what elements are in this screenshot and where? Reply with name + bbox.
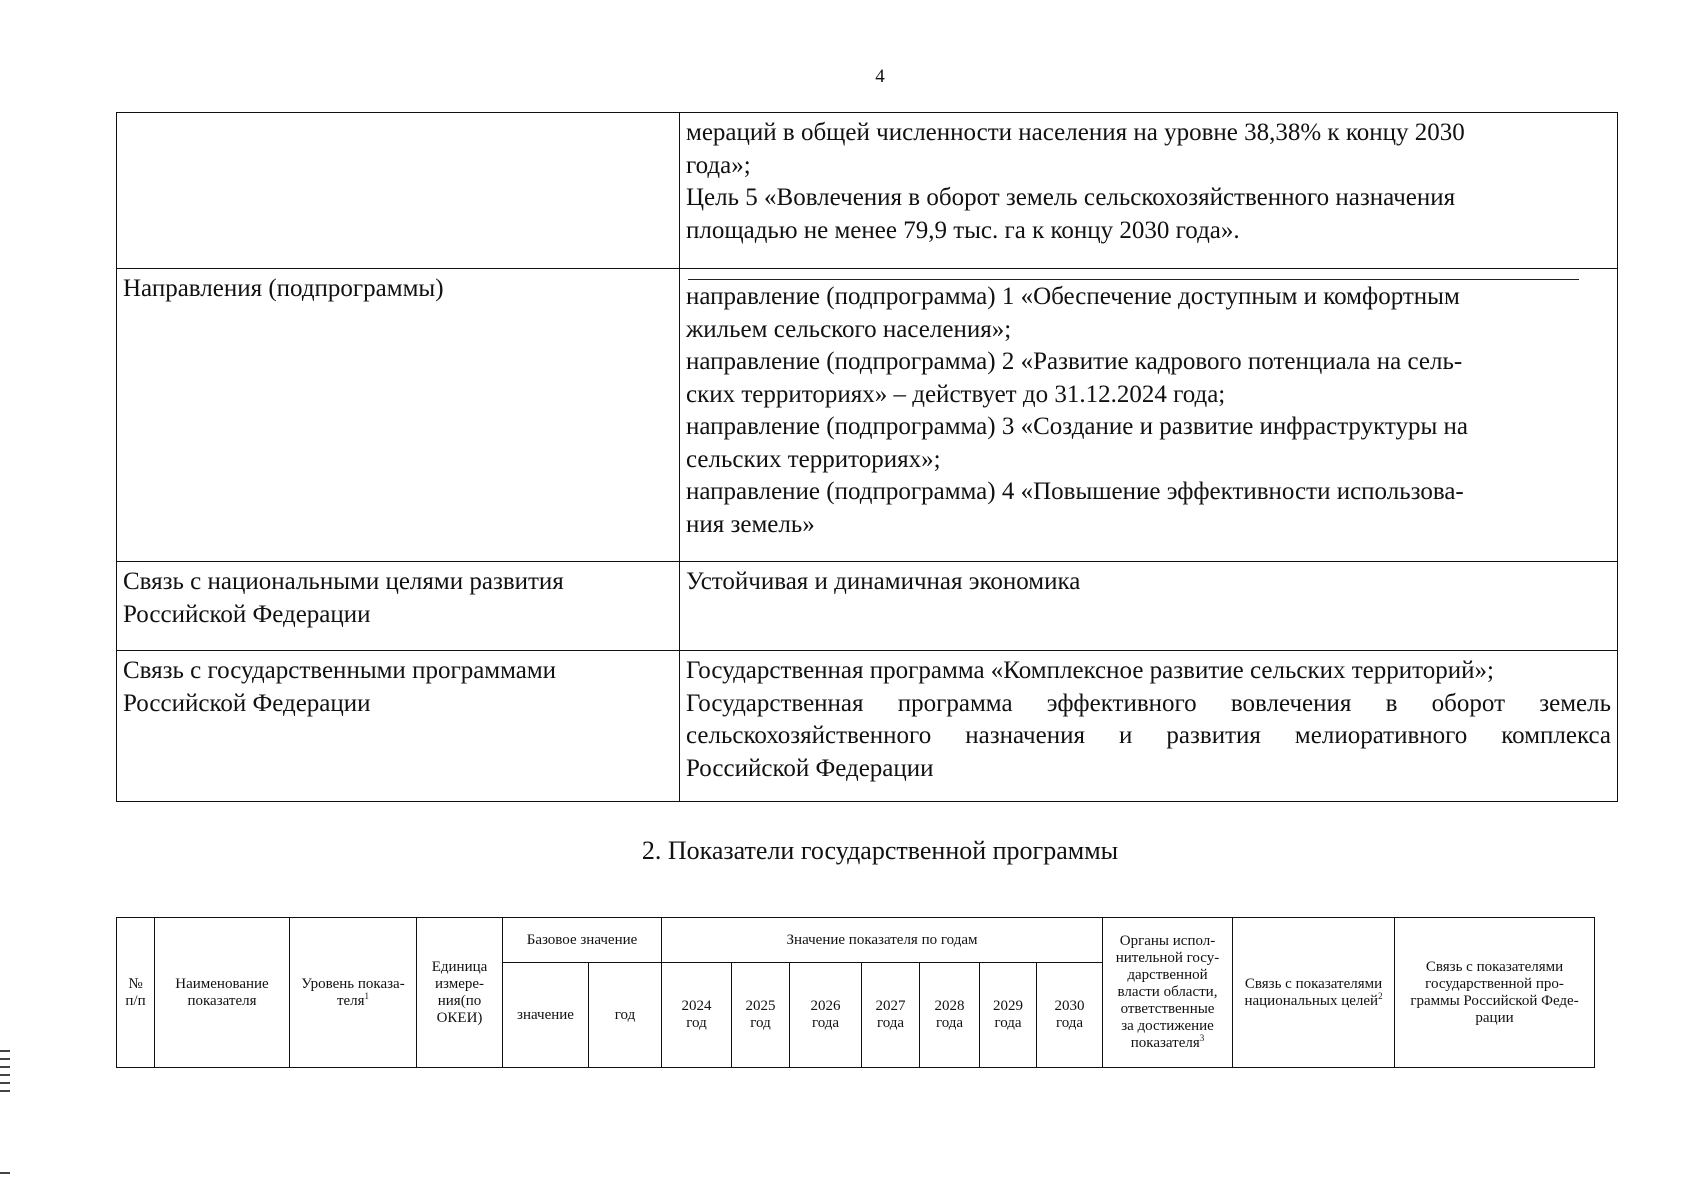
header-unit: Единица измере- ния(по ОКЕИ): [417, 918, 503, 1068]
footnote-mark: 2: [1378, 990, 1383, 1001]
header-level: Уровень показа- теля$^1$: [290, 918, 417, 1068]
row-label: [117, 113, 680, 269]
row-label: [117, 562, 680, 651]
header-name: Наименование показателя: [155, 918, 290, 1068]
text-line: направление (подпрограмма) 4 «Повышение эффективности использова-: [686, 478, 1464, 505]
scan-mark: [0, 1090, 10, 1092]
text-line: Российской Федерации: [123, 689, 371, 717]
table-row: [117, 562, 1618, 651]
text-line: Российской Федерации: [123, 600, 371, 628]
text-line: ских территориях» – действует до 31.12.2024 года;: [686, 380, 1226, 408]
text-line: Государственная программа эффективного вовлечения в оборот земель: [686, 689, 1611, 717]
row-label: Направления (подпрограммы): [117, 269, 680, 562]
header-base-value-value: значение: [503, 963, 589, 1068]
divider: [688, 279, 1579, 280]
header-national-link: Связь с показателями национальных целей$^2$: [1233, 918, 1395, 1068]
text-line: Российской Федерации: [686, 754, 934, 782]
text-line: Связь с национальными целями развития: [123, 568, 564, 595]
scan-mark: [0, 1172, 10, 1174]
table-row: [117, 269, 1618, 562]
text-line: жильем сельского населения»;: [686, 315, 1012, 343]
header-base-value: Базовое значение: [503, 918, 662, 963]
text-line: площадью не менее 79,9 тыс. га к концу 2030 года».: [686, 216, 1240, 244]
footnote-mark: 3: [1199, 1033, 1205, 1043]
header-state-program-link: Связь с показателями государственной про- граммы Российской Феде- рации: [1395, 918, 1595, 1068]
row-content: [680, 269, 1618, 562]
text-line: направление (подпрограмма) 1 «Обеспечение доступным и комфортным: [686, 283, 1460, 310]
header-year-2026: 2026 года: [790, 963, 862, 1068]
footnote-mark: 1: [364, 990, 370, 1001]
text-line: Устойчивая и динамичная экономика: [686, 568, 1081, 595]
text-line: ния земель»: [686, 510, 815, 538]
text-line: направление (подпрограмма) 3 «Создание и развитие инфраструктуры на: [686, 413, 1469, 440]
scan-mark: [0, 1050, 10, 1052]
header-number: № п/п: [117, 918, 155, 1068]
indicators-header-table: [116, 917, 1595, 1068]
header-year-2025: 2025 год: [732, 963, 790, 1068]
text-line: сельскохозяйственного назначения и развития мелиоративного комплекса: [686, 722, 1611, 749]
header-year-2030: 2030 года: [1037, 963, 1103, 1068]
passport-table: [116, 112, 1618, 802]
table-row: [117, 651, 1618, 802]
text-line: Государственная программа «Комплексное развитие сельских территорий»;: [686, 657, 1494, 684]
text-line: Связь с государственными программами: [123, 657, 557, 684]
scan-mark: [0, 1058, 10, 1060]
scan-mark: [0, 1066, 10, 1068]
text-line: сельских территориях»;: [686, 445, 941, 473]
text-line: мераций в общей численности населения на уровне 38,38% к концу 2030: [686, 119, 1465, 146]
text-line: Цель 5 «Вовлечения в оборот земель сельскохозяйственного назначения: [686, 184, 1456, 211]
section-title: 2. Показатели государственной программы: [641, 836, 1119, 865]
page-number: 4: [875, 66, 885, 87]
row-content: [680, 562, 1618, 651]
header-year-2027: 2027 года: [862, 963, 920, 1068]
header-authorities: Органы испол- нительной госу- дарственной власти области, ответственные за достижение показателя$^3$: [1103, 918, 1233, 1068]
table-row: [117, 113, 1618, 269]
row-label: [117, 651, 680, 802]
text-line: направление (подпрограмма) 2 «Развитие кадрового потенциала на сель-: [686, 348, 1463, 375]
scan-mark: [0, 1082, 10, 1084]
text-line: года»;: [686, 151, 751, 179]
header-year-2024: 2024 год: [662, 963, 732, 1068]
header-year-2029: 2029 года: [980, 963, 1037, 1068]
header-by-years: Значение показателя по годам: [662, 918, 1103, 963]
header-base-value-year: год: [589, 963, 662, 1068]
row-content: [680, 651, 1618, 802]
scan-mark: [0, 1074, 10, 1076]
row-content: [680, 113, 1618, 269]
header-year-2028: 2028 года: [920, 963, 980, 1068]
